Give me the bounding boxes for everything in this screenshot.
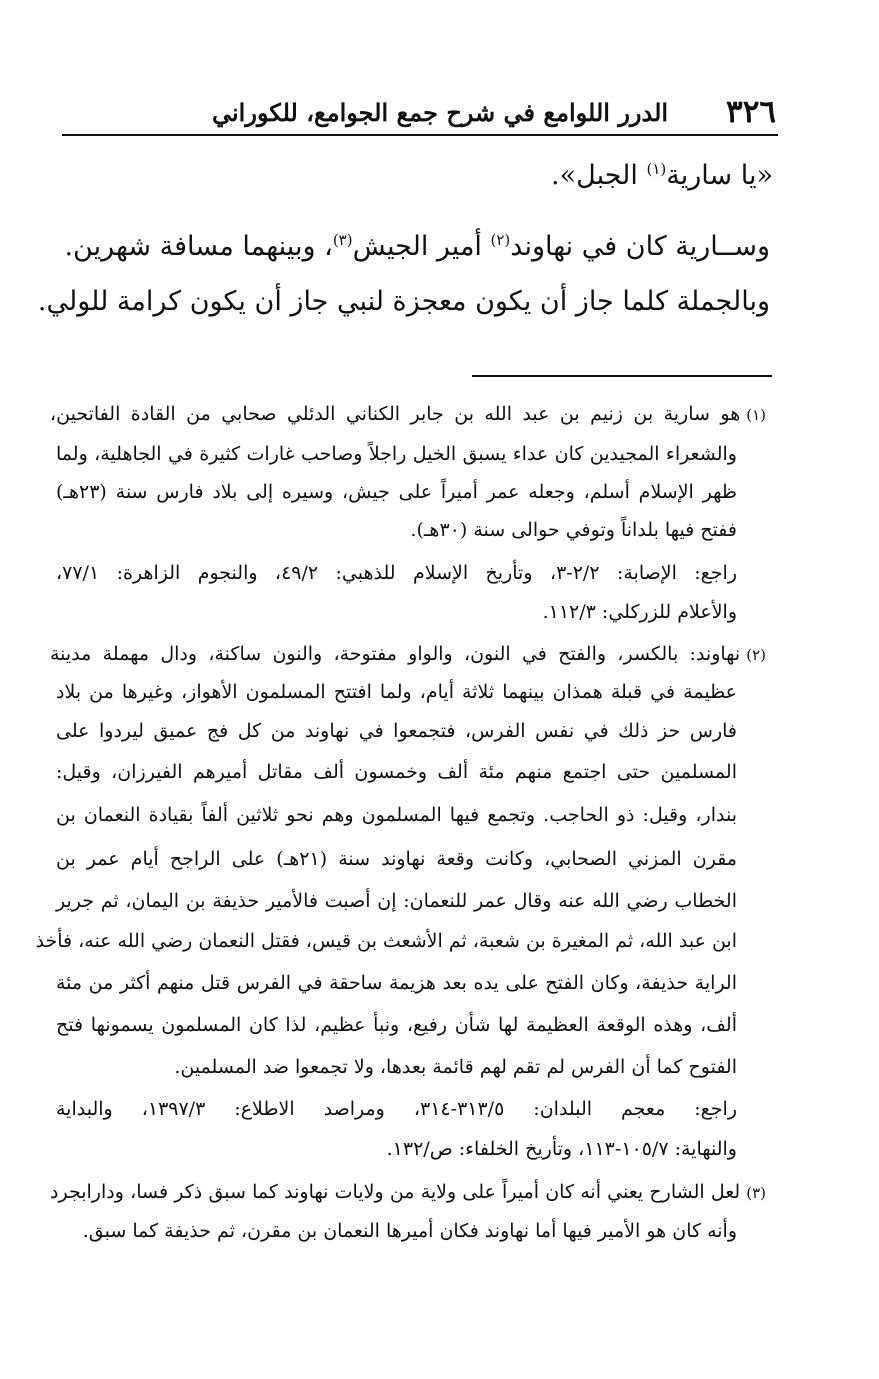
footnote-3-line: وأنه كان هو الأمير فيها أما نهاوند فكان أميرها النعمان بن مقرن، ثم حذيفة كما سبق. [82, 1220, 737, 1242]
footnote-1-line: والشعراء المجيدين كان عداء يسبق الخيل راجلاً وصاحب غارات كثيرة في الجاهلية، ولما [56, 443, 737, 465]
page-header [62, 92, 778, 136]
footnote-3-marker: (٣) [746, 1184, 766, 1202]
footnote-2-line: مقرن المزني الصحابي، وكانت وقعة نهاوند سنة (٢١هـ) على الراجح أيام عمر بن [56, 848, 737, 870]
body-line-1: «يا سارية$^{(١)}$ الجبل». [551, 160, 773, 191]
footnote-2-source: والنهاية: ١٠٥/٧-١١٣، وتأريخ الخلفاء: ص/١٣٢. [386, 1138, 737, 1160]
footnote-2-marker: (٢) [746, 646, 766, 664]
footnote-ref-1[interactable]: (١) [646, 160, 667, 178]
body-line-3: وبالجملة كلما جاز أن يكون معجزة لنبي جاز أن يكون كرامة للولي. [37, 286, 770, 317]
footnote-1-source: والأعلام للزركلي: ١١٢/٣. [542, 601, 737, 623]
footnote-2-line: (٢)نهاوند: بالكسر، والفتح في النون، والواو مفتوحة، والنون ساكنة، ودال مهملة مدينة [50, 643, 766, 665]
footnote-ref-2[interactable]: (٢) [490, 231, 511, 249]
footnote-2-line: الفتوح كما أن الفرس لم تقم لهم قائمة بعدها، ولا تجمعوا ضد المسلمين. [174, 1056, 737, 1078]
page-number: ٣٢٦ [726, 94, 776, 130]
footnote-2-line: الراية حذيفة، وكان الفتح على يده بعد هزيمة ساحقة في الفرس قتل منهم أكثر من مئة [56, 972, 737, 994]
footnote-2-line: الخطاب رضي الله عنه وقال عمر للنعمان: إن أصبت فالأمير حذيفة بن اليمان، ثم جرير [56, 890, 737, 912]
footnote-ref-3[interactable]: (٣) [332, 231, 353, 249]
body-line-2: وســارية كان في نهاوند$^{(٢)}$ أمير الجيش$^{(٣)}$، وبينهما مسافة شهرين. [64, 231, 770, 262]
footnote-2-line: ابن عبد الله، ثم المغيرة بن شعبة، ثم الأشعث بن قيس، فقتل النعمان رضي الله عنه، فأخذ [35, 930, 737, 952]
footnote-2-source: راجع: معجم البلدان: ٣١٣/٥-٣١٤، ومراصد الاطلاع: ١٣٩٧/٣، والبداية [56, 1098, 737, 1120]
footnote-1-line: (١)هو سارية بن زنيم بن عبد الله بن جابر الكناني الدئلي صحابي من القادة الفاتحين، [50, 403, 766, 425]
footnote-2-line: ألف، وهذه الوقعة العظيمة لها شأن رفيع، ونبأ عظيم، لذا كان المسلمون يسمونها فتح [56, 1014, 737, 1036]
footnote-2-line: المسلمين حتى اجتمع منهم مئة ألف وخمسون ألف مقاتل أميرهم الفيرزان، وقيل: [56, 761, 737, 783]
footnote-2-line: بندار، وقيل: ذو الحاجب. وتجمع فيها المسلمون وهم نحو ثلاثين ألفاً بقيادة النعمان بن [56, 804, 737, 826]
footnote-2-line: عظيمة في قبلة همذان بينهما ثلاثة أيام، ولما افتتح المسلمون الأهواز، وغيرها من بلاد [56, 681, 737, 703]
footnote-1-marker: (١) [746, 406, 766, 424]
footnote-2-line: فارس حز ذلك في نفس الفرس، فتجمعوا في نهاوند من كل فج عميق ليردوا على [56, 720, 737, 742]
footnote-3-line: (٣)لعل الشارح يعني أنه كان أميراً على ولاية من ولايات نهاوند كما سبق ذكر فسا، ودارابجرد [50, 1181, 766, 1203]
footnote-1-source: راجع: الإصابة: ٢/٢-٣، وتأريخ الإسلام للذهبي: ٤٩/٢، والنجوم الزاهرة: ٧٧/١، [56, 562, 737, 584]
footnote-1-line: ظهر الإسلام أسلم، وجعله عمر أميراً على جيش، وسيره إلى بلاد فارس سنة (٢٣هـ) [56, 481, 737, 503]
footnote-1-line: ففتح فيها بلداناً وتوفي حوالى سنة (٣٠هـ). [410, 519, 737, 541]
running-title: الدرر اللوامع في شرح جمع الجوامع، للكوراني [212, 98, 669, 127]
footnote-separator [472, 375, 772, 377]
